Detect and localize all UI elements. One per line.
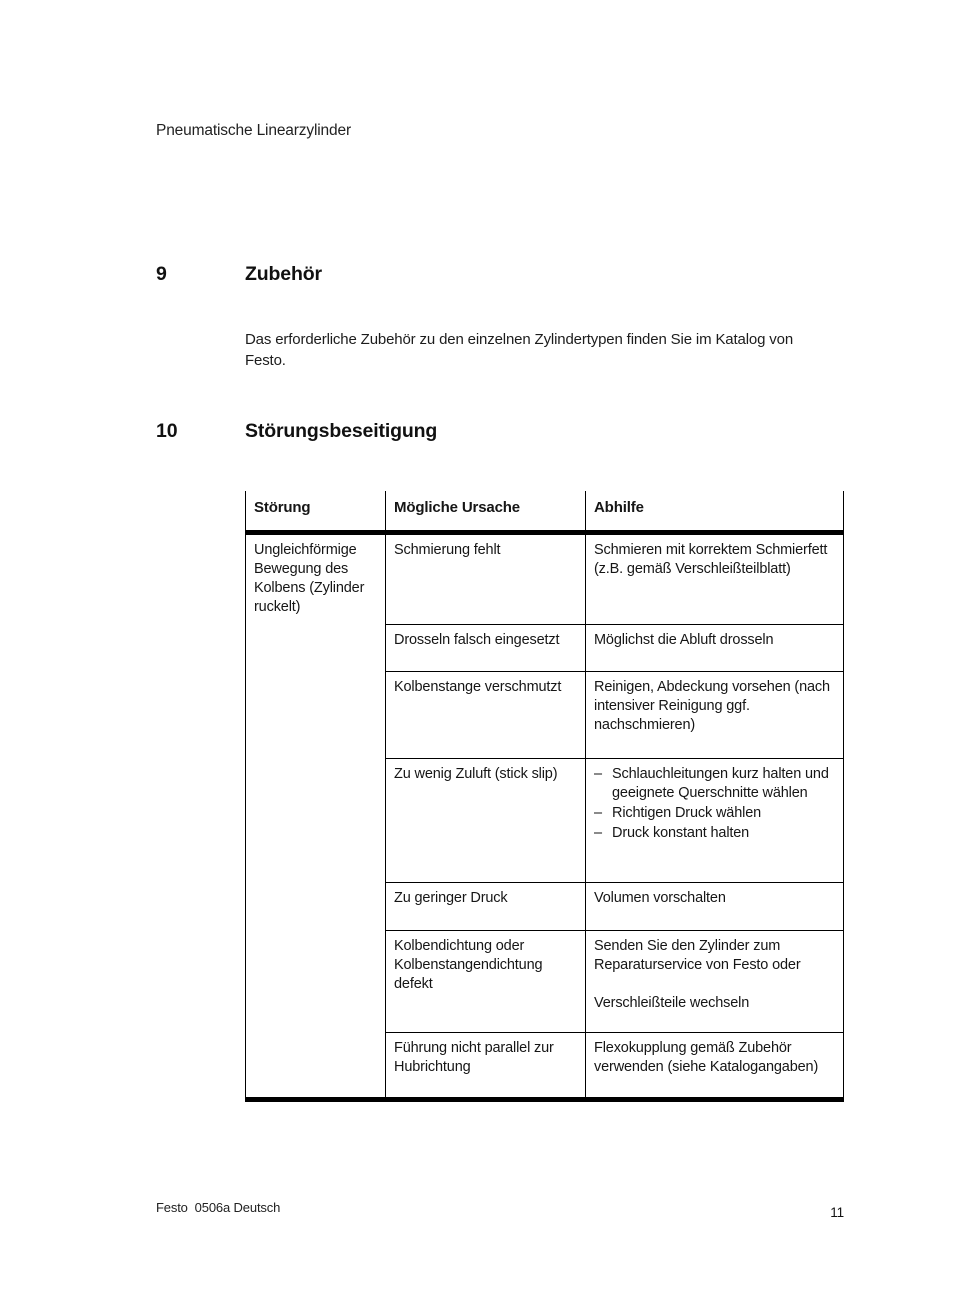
table-row <box>246 533 844 625</box>
section-title: Störungsbeseitigung <box>245 420 438 442</box>
fault-cell: Ungleichförmige Bewegung des Kolbens (Zylinder ruckelt) <box>246 533 386 1100</box>
cause-cell: Führung nicht parallel zur Hubrichtung <box>386 1033 586 1100</box>
cause-cell: Zu geringer Druck <box>386 883 586 931</box>
remedy-cell <box>586 759 844 883</box>
remedy-cell: Volumen vorschalten <box>586 883 844 931</box>
section-number: 9 <box>156 263 167 285</box>
cause-cell: Schmierung fehlt <box>386 533 586 625</box>
cause-cell: Drosseln falsch eingesetzt <box>386 625 586 672</box>
remedy-list-item <box>594 824 833 843</box>
remedy-cell <box>586 931 844 1033</box>
dash-bullet: – <box>594 766 602 782</box>
remedy-item-text: Richtigen Druck wählen <box>612 805 762 821</box>
troubleshooting-table <box>245 491 844 1102</box>
section-body-paragraph: Das erforderliche Zubehör zu den einzelnen Zylindertypen finden Sie im Katalog von Festo. <box>245 331 794 369</box>
remedy-paragraph: Verschleißteile wechseln <box>594 995 750 1011</box>
col-header-stoerung: Störung <box>246 491 386 533</box>
remedy-cell: Reinigen, Abdeckung vorsehen (nach intensiver Reinigung ggf. nachschmieren) <box>586 672 844 759</box>
remedy-list-item <box>594 765 833 803</box>
col-header-abhilfe: Abhilfe <box>586 491 844 533</box>
cause-cell: Kolbenstange verschmutzt <box>386 672 586 759</box>
section-title: Zubehör <box>245 263 322 285</box>
cause-cell: Zu wenig Zuluft (stick slip) <box>386 759 586 883</box>
remedy-paragraph: Senden Sie den Zylinder zum Reparaturservice von Festo oder <box>594 938 801 973</box>
remedy-item-text: Schlauchleitungen kurz halten und geeignete Querschnitte wählen <box>612 766 829 801</box>
section-9-heading <box>156 263 322 286</box>
cause-cell: Kolbendichtung oder Kolbenstangendichtung defekt <box>386 931 586 1033</box>
col-header-ursache: Mögliche Ursache <box>386 491 586 533</box>
running-header: Pneumatische Linearzylinder <box>156 122 351 139</box>
remedy-cell: Flexokupplung gemäß Zubehör verwenden (siehe Katalogangaben) <box>586 1033 844 1100</box>
dash-bullet: – <box>594 805 602 821</box>
remedy-cell: Schmieren mit korrektem Schmierfett (z.B. gemäß Verschleißteilblatt) <box>586 533 844 625</box>
remedy-item-text: Druck konstant halten <box>612 825 750 841</box>
footer-imprint: Festo 0506a Deutsch <box>156 1200 281 1215</box>
dash-bullet: – <box>594 825 602 841</box>
remedy-list-item <box>594 804 833 823</box>
section-10-heading <box>156 420 437 443</box>
page-number: 11 <box>830 1205 844 1220</box>
remedy-cell: Möglichst die Abluft drosseln <box>586 625 844 672</box>
table-header-row <box>246 491 844 533</box>
section-number: 10 <box>156 420 178 442</box>
